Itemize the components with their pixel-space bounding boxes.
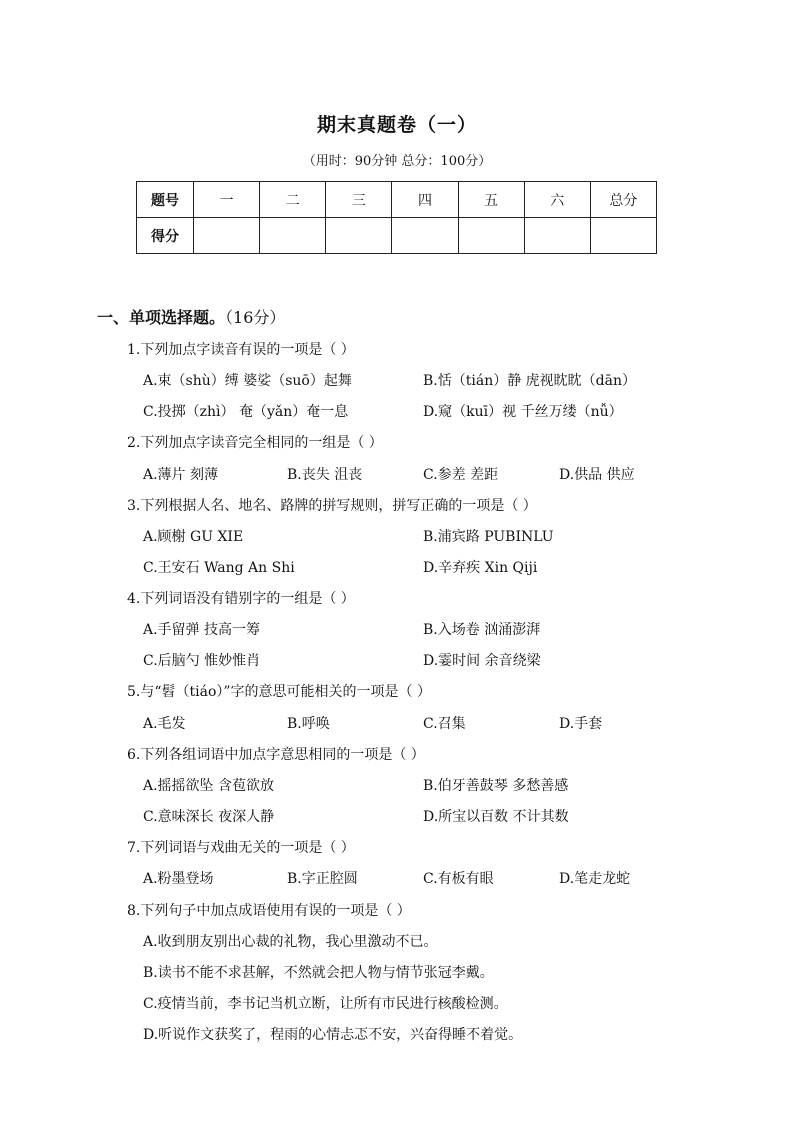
question-option: C.有板有眼	[423, 871, 494, 887]
page-subtitle: （用时：90分钟 总分：100分）	[302, 154, 492, 169]
question-option: D.霎时间 余音绕梁	[423, 653, 541, 669]
question-option: A.毛发	[143, 716, 186, 732]
question-option: A.手留弹 技高一筹	[143, 622, 261, 638]
score-table-column: 总分	[590, 182, 656, 218]
question-option: A.收到朋友别出心裁的礼物，我心里激动不已。	[143, 934, 438, 950]
score-table-column: 二	[260, 182, 326, 218]
section-heading	[97, 305, 285, 328]
question-option: B.丧失 沮丧	[287, 467, 363, 483]
question-option: B.读书不能不求甚解，不然就会把人物与情节张冠李戴。	[143, 965, 494, 981]
score-cell	[260, 218, 326, 254]
question-option: C.投掷（zhì） 奄（yǎn）奄一息	[143, 404, 349, 420]
score-table-column: 六	[524, 182, 590, 218]
score-table-column: 三	[326, 182, 392, 218]
question-option: D.窥（kuī）视 千丝万缕（nǚ）	[423, 404, 623, 420]
score-cell	[524, 218, 590, 254]
section-title: 一、单项选择题。	[97, 308, 226, 327]
score-table-row-label: 得分	[137, 218, 194, 254]
score-cell	[194, 218, 260, 254]
score-cell	[458, 218, 524, 254]
question-option: D.听说作文获奖了，程雨的心情忐忑不安，兴奋得睡不着觉。	[143, 1027, 523, 1043]
question-option: B.呼唤	[287, 716, 330, 732]
score-table	[136, 181, 657, 254]
question-option: C.参差 差距	[423, 467, 499, 483]
question-option: A.摇摇欲坠 含苞欲放	[143, 778, 275, 794]
score-table-row-label: 题号	[137, 182, 194, 218]
question-option: A.顾榭 GU XIE	[143, 529, 244, 545]
question-option: D.笔走龙蛇	[559, 871, 631, 887]
question-stem: 5.与“髫（tiáo）”字的意思可能相关的一项是（ ）	[127, 684, 431, 700]
question-option: B.浦宾路 PUBINLU	[423, 529, 554, 545]
question-option: D.手套	[559, 716, 603, 732]
question-stem: 2.下列加点字读音完全相同的一组是（ ）	[127, 435, 383, 451]
score-table-column: 四	[392, 182, 458, 218]
section-points: （16分）	[225, 308, 286, 327]
question-option: D.所宝以百数 不计其数	[423, 809, 569, 825]
question-stem: 7.下列词语与戏曲无关的一项是（ ）	[127, 840, 355, 856]
question-option: B.入场卷 汹涌澎湃	[423, 622, 541, 638]
score-cell	[590, 218, 656, 254]
score-cell	[392, 218, 458, 254]
question-option: C.意味深长 夜深人静	[143, 809, 275, 825]
question-stem: 6.下列各组词语中加点字意思相同的一项是（ ）	[127, 747, 425, 763]
question-option: A.粉墨登场	[143, 871, 214, 887]
score-table-score-row	[137, 218, 657, 254]
question-option: B.恬（tián）静 虎视眈眈（dān）	[423, 373, 636, 389]
question-option: C.疫情当前，李书记当机立断，让所有市民进行核酸检测。	[143, 996, 508, 1012]
score-cell	[326, 218, 392, 254]
question-option: D.辛弃疾 Xin Qiji	[423, 560, 538, 576]
question-option: C.王安石 Wang An Shi	[143, 560, 295, 576]
score-table-header-row	[137, 182, 657, 218]
question-option: A.薄片 刻薄	[143, 467, 219, 483]
question-stem: 3.下列根据人名、地名、路牌的拼写规则，拼写正确的一项是（ ）	[127, 498, 537, 514]
question-stem: 4.下列词语没有错别字的一组是（ ）	[127, 591, 355, 607]
page-title: 期末真题卷（一）	[316, 114, 477, 136]
question-stem: 8.下列句子中加点成语使用有误的一项是（ ）	[127, 903, 411, 919]
question-option: B.伯牙善鼓琴 多愁善感	[423, 778, 569, 794]
score-table-column: 一	[194, 182, 260, 218]
question-option: A.束（shù）缚 婆娑（suō）起舞	[143, 373, 352, 389]
question-option: C.后脑勺 惟妙惟肖	[143, 653, 261, 669]
question-stem: 1.下列加点字读音有误的一项是（ ）	[127, 342, 355, 358]
question-option: B.字正腔圆	[287, 871, 358, 887]
score-table-column: 五	[458, 182, 524, 218]
question-option: D.供品 供应	[559, 467, 635, 483]
question-option: C.召集	[423, 716, 466, 732]
